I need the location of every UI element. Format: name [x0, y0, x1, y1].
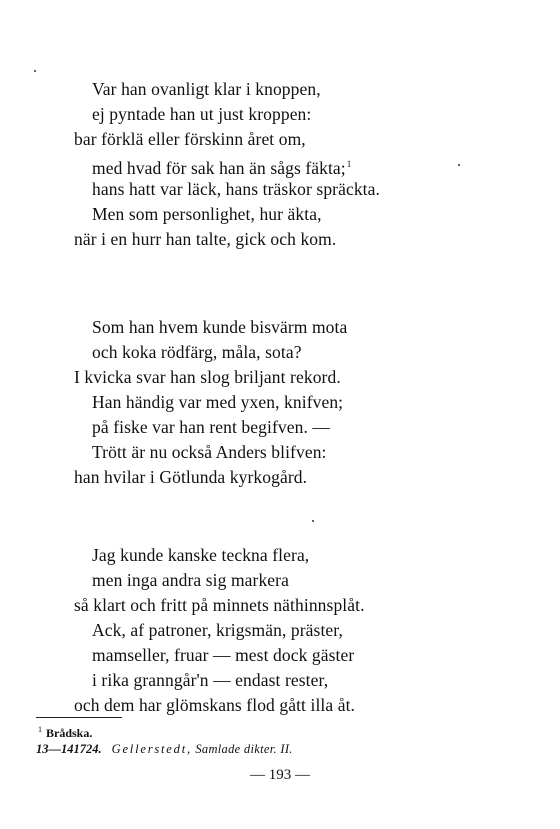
footnote-text: Brådska.	[46, 726, 93, 740]
stanza1-line4	[92, 152, 351, 180]
page-number: — 193 —	[250, 767, 310, 783]
stanza3-line7: och dem har glömskans flod gått illa åt.	[74, 695, 356, 715]
stanza1-line6: Men som personlighet, hur äkta,	[92, 204, 322, 224]
stanza2-line5: på fiske var han rent begifven. —	[92, 417, 331, 437]
signature-volume: II.	[280, 742, 293, 756]
scan-speck	[34, 70, 36, 72]
stanza1-line7: när i en hurr han talte, gick och kom.	[74, 229, 337, 249]
signature-publication	[112, 742, 293, 756]
stanza2-line6: Trött är nu också Anders blifven:	[92, 442, 327, 462]
stanza1-line4-text: med hvad för sak han än sågs fäkta;	[92, 158, 346, 178]
stanza1-line3: bar förklä eller förskinn året om,	[74, 129, 306, 149]
signature-code: 13—141724.	[36, 742, 102, 756]
stanza1-line2: ej pyntade han ut just kroppen:	[92, 104, 312, 124]
stanza3-line1: Jag kunde kanske teckna flera,	[92, 545, 310, 565]
stanza3-line2: men inga andra sig markera	[92, 570, 289, 590]
stanza2-line3: I kvicka svar han slog briljant rekord.	[74, 367, 341, 387]
footnote-divider	[36, 717, 122, 718]
stanza1-line1: Var han ovanligt klar i knoppen,	[92, 79, 321, 99]
scan-speck	[312, 520, 314, 522]
stanza1-line5: hans hatt var läck, hans träskor spräckta.	[92, 179, 380, 199]
stanza3-line3: så klart och fritt på minnets näthinnsplåt.	[74, 595, 365, 615]
stanza2-line2: och koka rödfärg, måla, sota?	[92, 342, 302, 362]
stanza3-line4: Ack, af patroner, krigsmän, präster,	[92, 620, 343, 640]
footnote-mark: 1	[346, 159, 352, 169]
scan-speck	[458, 164, 460, 166]
printer-signature	[36, 740, 293, 758]
signature-title: Samlade dikter.	[195, 742, 277, 756]
stanza3-line5: mamseller, fruar — mest dock gäster	[92, 645, 355, 665]
footnote	[38, 722, 92, 741]
stanza2-line4: Han händig var med yxen, knifven;	[92, 392, 344, 412]
footnote-number: 1	[38, 725, 42, 734]
stanza2-line1: Som han hvem kunde bisvärm mota	[92, 317, 348, 337]
stanza3-line6: i rika granngår'n — endast rester,	[92, 670, 329, 690]
signature-author: Gellerstedt,	[111, 742, 192, 756]
stanza2-line7: han hvilar i Götlunda kyrkogård.	[74, 467, 308, 487]
